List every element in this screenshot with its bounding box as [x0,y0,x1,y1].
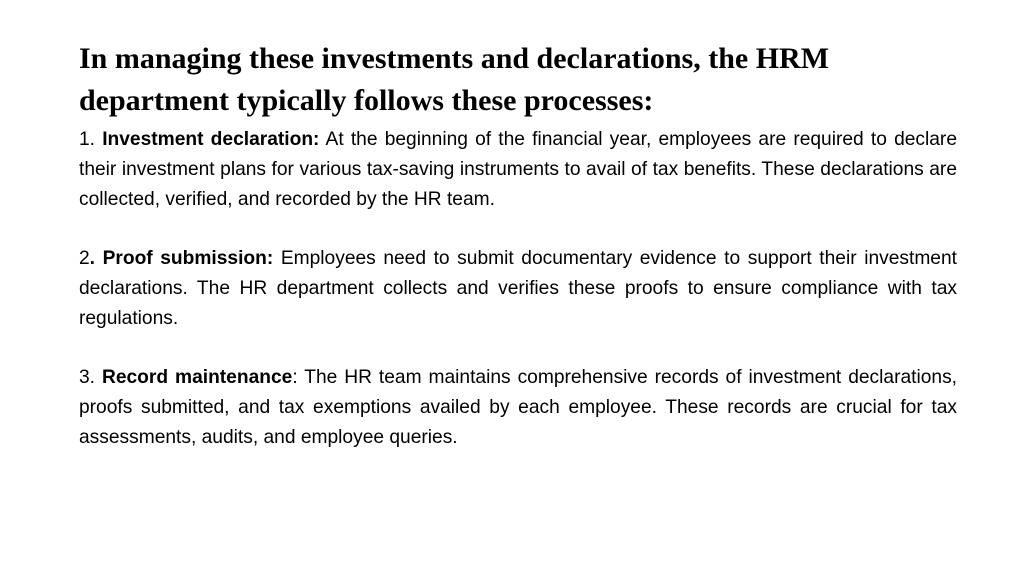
process-item-record-maintenance [79,363,957,452]
process-item-proof-submission [79,244,957,333]
item-term: Investment declaration: [102,129,320,150]
item-text: At the beginning of the financial year, employees are required to declare their investment plans for various tax-saving instruments to avail of tax benefits. These declarations are collected, verified, and recorded by the HR team. [79,129,957,210]
item-term-suffix: : [292,367,298,389]
slide-title-line-2: department typically follows these processes: [79,84,654,117]
item-number: 1. [79,129,96,150]
item-number: 3. [79,367,96,389]
slide-content [79,38,957,483]
item-text: Employees need to submit documentary evidence to support their investment declarations. The HR department collects and verifies these proofs to ensure compliance with tax regulations. [79,248,957,329]
slide-title [79,38,957,122]
item-number: 2 [79,248,90,270]
item-term: Record maintenance [101,367,293,389]
slide-title-line-1: In managing these investments and declarations, the HRM [79,42,830,75]
item-text: The HR team maintains comprehensive records of investment declarations, proofs submitted, and tax exemptions availed by each employee. These records are crucial for tax assessments, audits, and employee queries. [79,367,957,448]
item-term: . Proof submission: [89,248,274,270]
process-item-investment-declaration [79,125,957,214]
